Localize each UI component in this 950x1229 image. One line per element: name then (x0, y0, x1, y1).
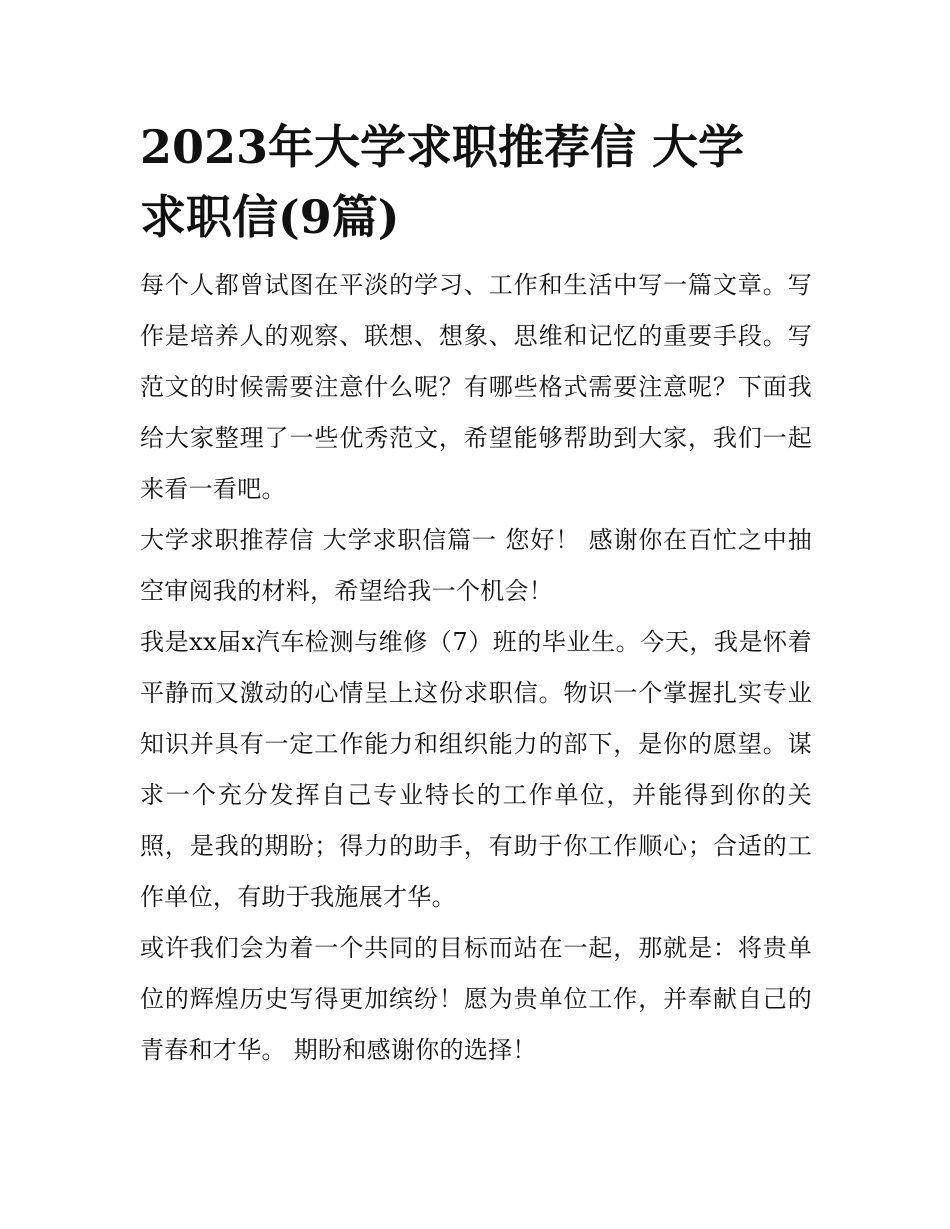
letter-closing-paragraph: 或许我们会为着一个共同的目标而站在一起，那就是：将贵单位的辉煌历史写得更加缤纷！愿为贵单位工作，并奉献自己的青春和才华。 期盼和感谢你的选择！ (140, 934, 812, 1064)
document-body (140, 112, 812, 1076)
letter-body-paragraph: 我是xx届x汽车检测与维修（7）班的毕业生。今天，我是怀着平静而又激动的心情呈上这份求职信。物识一个掌握扎实专业知识并具有一定工作能力和组织能力的部下，是你的愿望。谋求一个充分发挥自己专业特长的工作单位，并能得到你的关照，是我的期盼；得力的助手，有助于你工作顺心；合适的工作单位，有助于我施展才华。 (140, 628, 812, 911)
letter-opening-paragraph: 大学求职推荐信 大学求职信篇一 您好！ 感谢你在百忙之中抽空审阅我的材料，希望给我一个机会！ (140, 526, 812, 605)
document-title-line-2: 求职信(9篇) (140, 190, 400, 244)
document-title (140, 112, 812, 252)
intro-paragraph: 每个人都曾试图在平淡的学习、工作和生活中写一篇文章。写作是培养人的观察、联想、想象、思维和记忆的重要手段。写范文的时候需要注意什么呢？有哪些格式需要注意呢？下面我给大家整理了一些优秀范文，希望能够帮助到大家，我们一起来看一看吧。 (140, 271, 812, 503)
document-title-line-1: 2023年大学求职推荐信 大学 (140, 120, 745, 174)
